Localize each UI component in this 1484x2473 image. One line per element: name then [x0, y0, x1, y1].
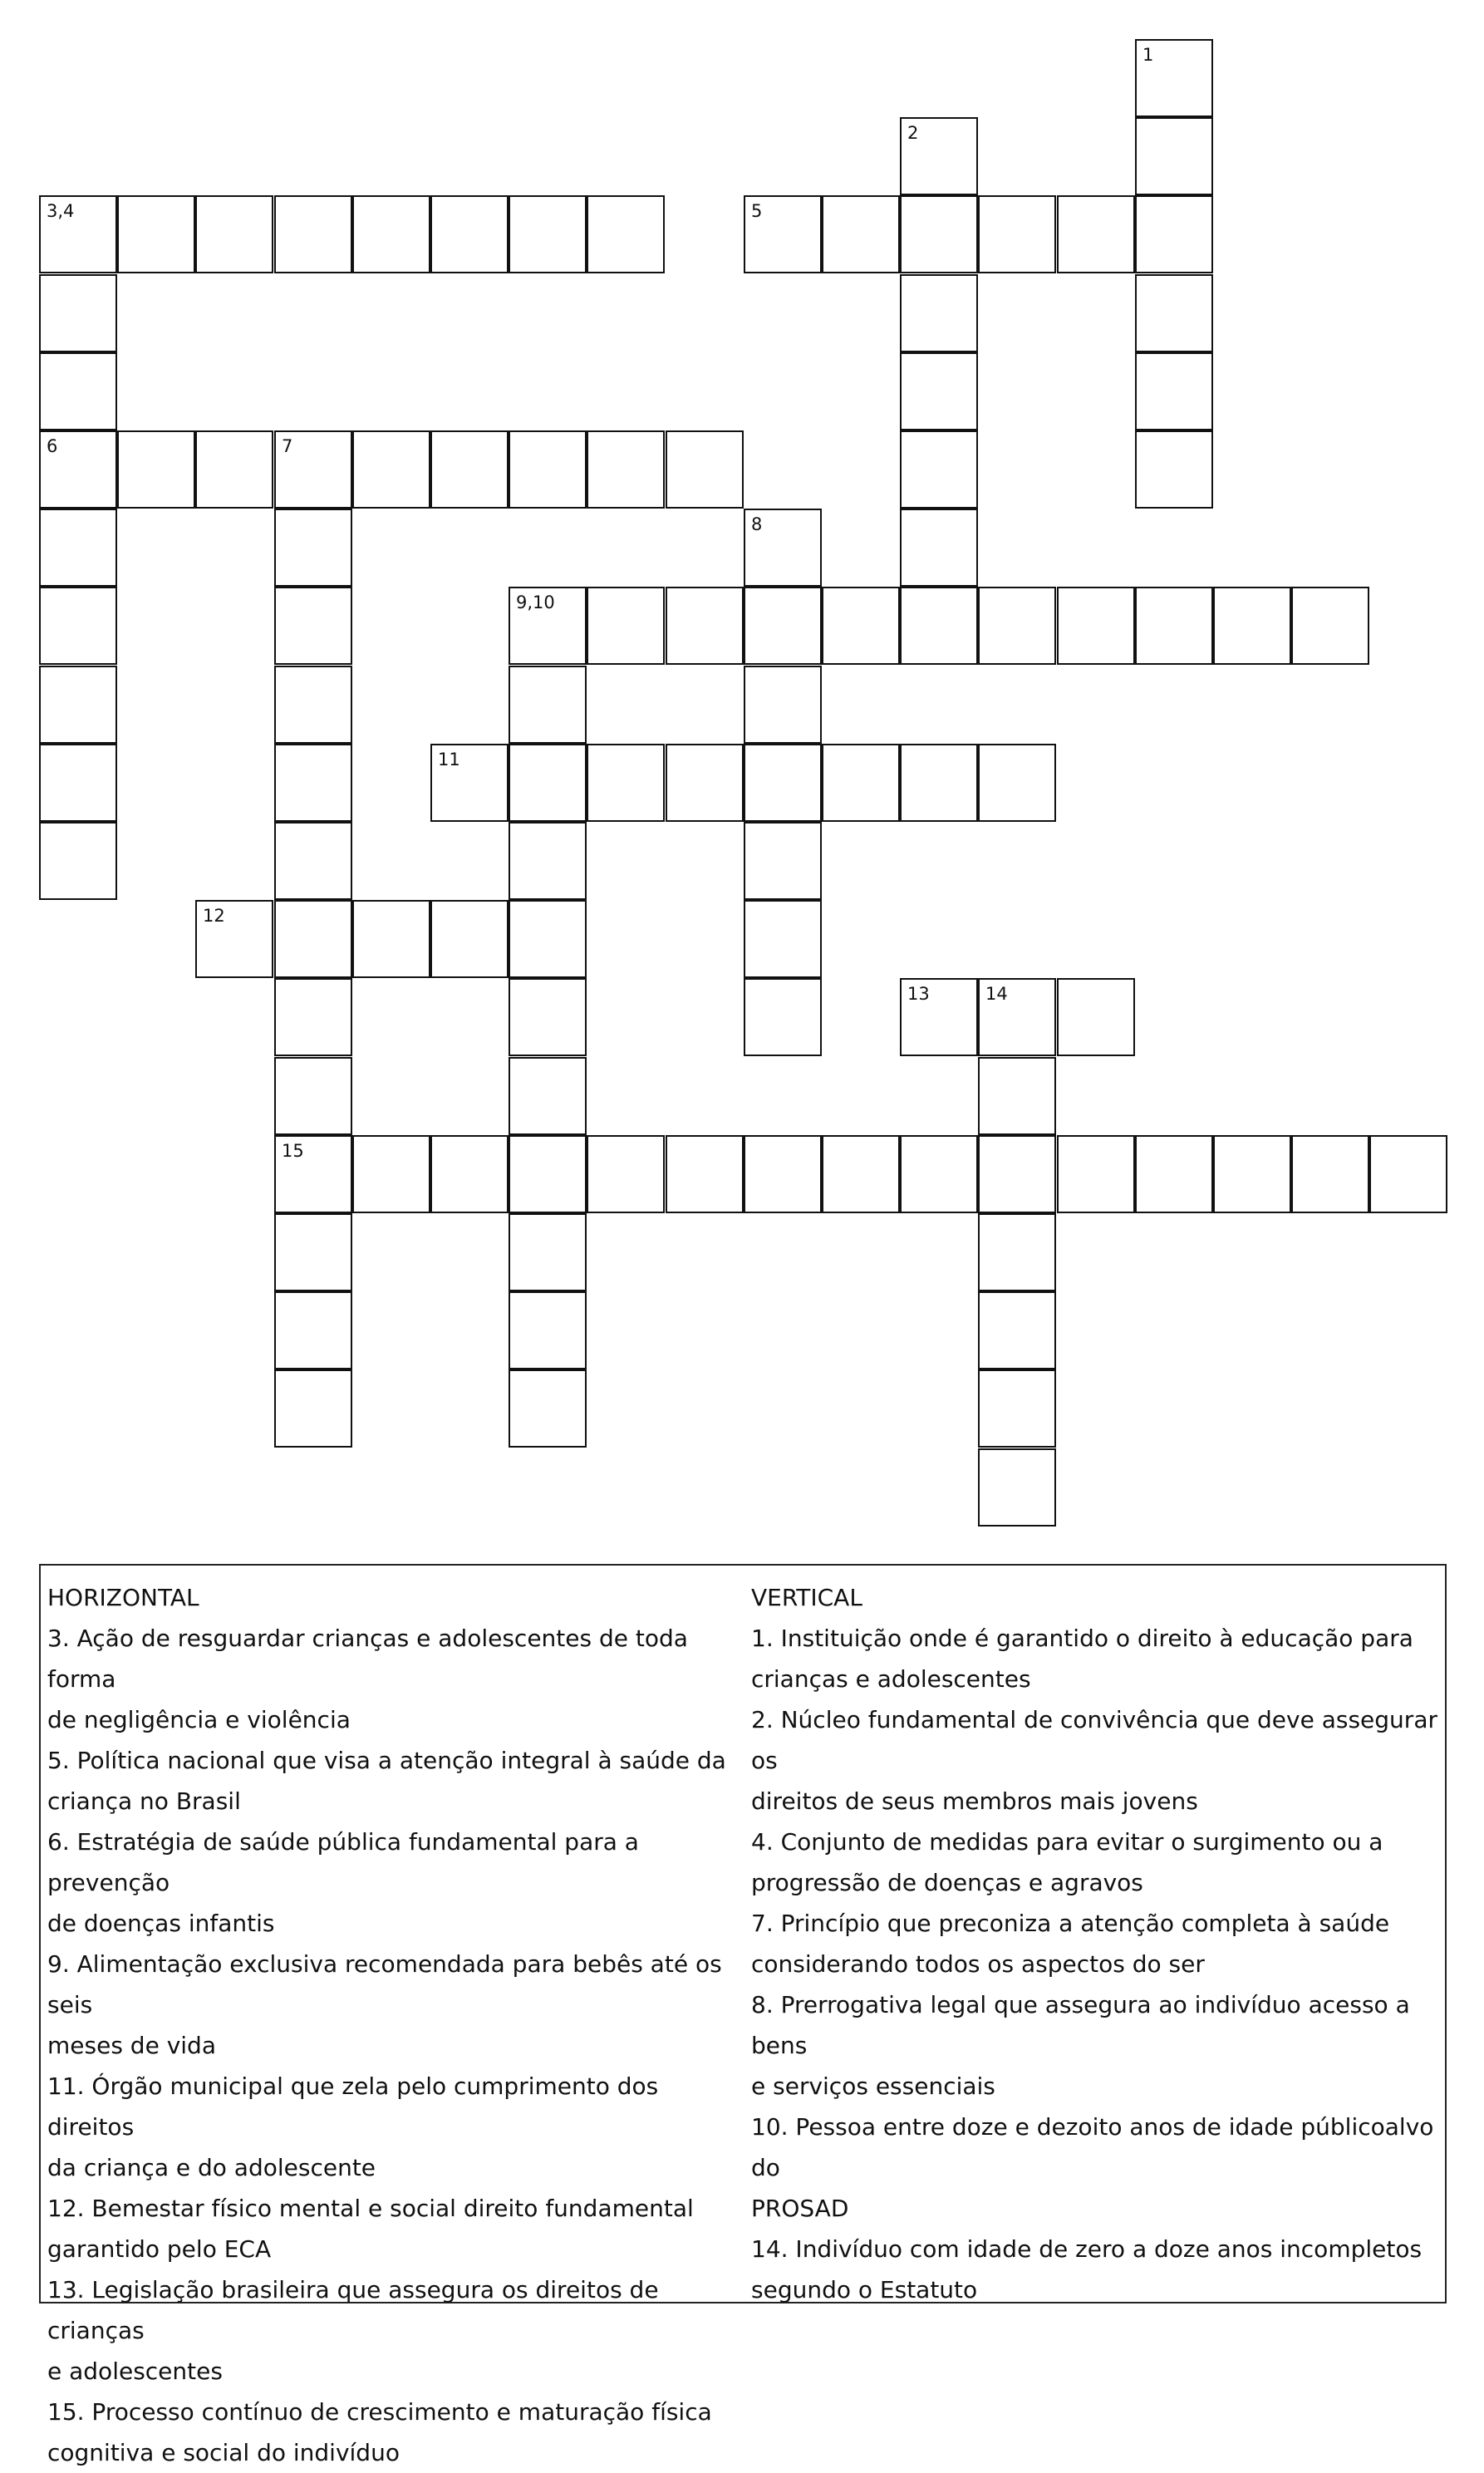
grid-cell[interactable] [509, 900, 587, 978]
clue-h15-line1: 15. Processo contínuo de crescimento e maturação física [47, 2398, 712, 2426]
grid-cell[interactable] [900, 430, 978, 509]
clue-number: 7 [282, 436, 293, 456]
grid-cell[interactable] [274, 900, 352, 978]
grid-cell[interactable] [509, 1291, 587, 1369]
clue-v4-line2: progressão de doenças e agravos [751, 1869, 1143, 1896]
grid-cell[interactable] [274, 195, 352, 273]
grid-cell[interactable] [509, 666, 587, 744]
clue-number: 11 [438, 750, 460, 769]
grid-cell[interactable] [587, 430, 665, 509]
grid-cell[interactable] [587, 587, 665, 665]
clue-v7-line1: 7. Princípio que preconiza a atenção completa à saúde [751, 1910, 1390, 1937]
grid-cell[interactable] [1135, 274, 1213, 352]
clue-h13-line1: 13. Legislação brasileira que assegura os direitos de crianças [47, 2276, 659, 2344]
grid-cell[interactable] [1213, 587, 1291, 665]
vertical-heading: VERTICAL [751, 1584, 862, 1611]
grid-cell[interactable] [744, 822, 822, 900]
clue-h11-line1: 11. Órgão municipal que zela pelo cumprimento dos direitos [47, 2072, 659, 2141]
grid-cell[interactable] [274, 1213, 352, 1291]
grid-cell[interactable] [1135, 352, 1213, 430]
grid-cell[interactable] [822, 744, 900, 822]
grid-cell[interactable] [822, 195, 900, 273]
grid-cell[interactable] [1135, 195, 1213, 273]
clue-v8-line2: e serviços essenciais [751, 2072, 995, 2100]
grid-cell[interactable] [978, 1448, 1056, 1527]
grid-cell[interactable] [822, 1135, 900, 1213]
grid-cell[interactable] [1135, 39, 1213, 117]
grid-cell[interactable] [666, 587, 744, 665]
grid-cell[interactable] [274, 430, 352, 509]
grid-cell[interactable] [900, 978, 978, 1056]
clue-v7-line2: considerando todos os aspectos do ser [751, 1950, 1205, 1978]
grid-cell[interactable] [587, 744, 665, 822]
clue-v1-line2: crianças e adolescentes [751, 1665, 1031, 1693]
grid-cell[interactable] [1057, 1135, 1135, 1213]
grid-cell[interactable] [744, 666, 822, 744]
grid-cell[interactable] [274, 1057, 352, 1135]
clue-v14-line1: 14. Indivíduo com idade de zero a doze anos incompletos [751, 2235, 1423, 2263]
grid-cell[interactable] [509, 1057, 587, 1135]
grid-cell[interactable] [666, 744, 744, 822]
grid-cell[interactable] [39, 274, 117, 352]
grid-cell[interactable] [978, 1057, 1056, 1135]
grid-cell[interactable] [978, 1291, 1056, 1369]
clue-v2-line2: direitos de seus membros mais jovens [751, 1787, 1198, 1815]
grid-cell[interactable] [39, 195, 117, 273]
grid-cell[interactable] [900, 274, 978, 352]
grid-cell[interactable] [1291, 587, 1369, 665]
grid-cell[interactable] [509, 1213, 587, 1291]
grid-cell[interactable] [509, 744, 587, 822]
grid-cell[interactable] [1135, 117, 1213, 195]
grid-cell[interactable] [744, 744, 822, 822]
grid-cell[interactable] [509, 978, 587, 1056]
clue-h3-line2: de negligência e violência [47, 1706, 351, 1733]
grid-cell[interactable] [430, 744, 509, 822]
grid-cell[interactable] [274, 822, 352, 900]
grid-cell[interactable] [430, 900, 509, 978]
clue-v14-line2: segundo o Estatuto [751, 2276, 978, 2303]
clue-h12-line2: garantido pelo ECA [47, 2235, 272, 2263]
grid-cell[interactable] [978, 1369, 1056, 1448]
grid-cell[interactable] [509, 430, 587, 509]
grid-cell[interactable] [1135, 587, 1213, 665]
clue-h13-line2: e adolescentes [47, 2357, 223, 2385]
grid-cell[interactable] [978, 1135, 1056, 1213]
clue-number: 15 [282, 1141, 304, 1161]
clue-h9-line2: meses de vida [47, 2032, 216, 2059]
grid-cell[interactable] [900, 352, 978, 430]
grid-cell[interactable] [195, 430, 273, 509]
clue-number: 12 [203, 906, 225, 926]
grid-cell[interactable] [978, 744, 1056, 822]
clue-v10-line1: 10. Pessoa entre doze e dezoito anos de idade públicoalvo do [751, 2113, 1434, 2181]
clue-h6-line1: 6. Estratégia de saúde pública fundamental para a prevenção [47, 1828, 639, 1896]
clue-h5-line2: criança no Brasil [47, 1787, 241, 1815]
clue-h5-line1: 5. Política nacional que visa a atenção integral à saúde da [47, 1747, 726, 1774]
grid-cell[interactable] [587, 195, 665, 273]
grid-cell[interactable] [1135, 430, 1213, 509]
grid-cell[interactable] [509, 587, 587, 665]
grid-cell[interactable] [978, 195, 1056, 273]
grid-cell[interactable] [744, 587, 822, 665]
grid-cell[interactable] [274, 1135, 352, 1213]
grid-cell[interactable] [195, 195, 273, 273]
grid-cell[interactable] [900, 117, 978, 195]
vertical-clues [751, 1577, 1441, 2310]
grid-cell[interactable] [430, 430, 509, 509]
clue-number: 14 [985, 984, 1008, 1004]
grid-cell[interactable] [39, 509, 117, 587]
grid-cell[interactable] [744, 1135, 822, 1213]
clue-v1-line1: 1. Instituição onde é garantido o direito à educação para [751, 1625, 1413, 1652]
grid-cell[interactable] [274, 587, 352, 665]
grid-cell[interactable] [430, 1135, 509, 1213]
grid-cell[interactable] [1213, 1135, 1291, 1213]
grid-cell[interactable] [1369, 1135, 1447, 1213]
grid-cell[interactable] [430, 195, 509, 273]
clue-v2-line1: 2. Núcleo fundamental de convivência que deve assegurar os [751, 1706, 1437, 1774]
grid-cell[interactable] [822, 587, 900, 665]
grid-cell[interactable] [39, 352, 117, 430]
clue-number: 3,4 [47, 201, 75, 221]
clue-v10-line2: PROSAD [751, 2195, 849, 2222]
grid-cell[interactable] [744, 978, 822, 1056]
clue-number: 9,10 [516, 592, 555, 612]
grid-cell[interactable] [39, 822, 117, 900]
horizontal-clues [47, 1577, 729, 2473]
grid-cell[interactable] [666, 430, 744, 509]
grid-cell[interactable] [900, 587, 978, 665]
grid-cell[interactable] [274, 978, 352, 1056]
clue-number: 6 [47, 436, 58, 456]
grid-cell[interactable] [744, 900, 822, 978]
grid-cell[interactable] [900, 744, 978, 822]
grid-cell[interactable] [274, 666, 352, 744]
clue-number: 5 [751, 201, 763, 221]
clue-number: 13 [907, 984, 930, 1004]
grid-cell[interactable] [39, 430, 117, 509]
clue-v4-line1: 4. Conjunto de medidas para evitar o surgimento ou a [751, 1828, 1383, 1856]
grid-cell[interactable] [274, 1291, 352, 1369]
clue-number: 2 [907, 123, 919, 143]
clue-h12-line1: 12. Bemestar físico mental e social direito fundamental [47, 2195, 694, 2222]
clue-h3-line1: 3. Ação de resguardar crianças e adolescentes de toda forma [47, 1625, 688, 1693]
grid-cell[interactable] [274, 509, 352, 587]
grid-cell[interactable] [744, 509, 822, 587]
grid-cell[interactable] [352, 430, 430, 509]
clue-h6-line2: de doenças infantis [47, 1910, 275, 1937]
grid-cell[interactable] [117, 195, 195, 273]
grid-cell[interactable] [352, 1135, 430, 1213]
grid-cell[interactable] [39, 744, 117, 822]
grid-cell[interactable] [509, 195, 587, 273]
grid-cell[interactable] [352, 195, 430, 273]
grid-cell[interactable] [195, 900, 273, 978]
grid-cell[interactable] [900, 509, 978, 587]
grid-cell[interactable] [666, 1135, 744, 1213]
grid-cell[interactable] [1057, 195, 1135, 273]
clue-number: 1 [1142, 45, 1154, 65]
grid-cell[interactable] [900, 1135, 978, 1213]
grid-cell[interactable] [1291, 1135, 1369, 1213]
grid-cell[interactable] [1057, 978, 1135, 1056]
clue-h9-line1: 9. Alimentação exclusiva recomendada para bebês até os seis [47, 1950, 722, 2018]
grid-cell[interactable] [274, 744, 352, 822]
clue-h11-line2: da criança e do adolescente [47, 2154, 376, 2181]
grid-cell[interactable] [978, 1213, 1056, 1291]
grid-cell[interactable] [978, 587, 1056, 665]
grid-cell[interactable] [587, 1135, 665, 1213]
clue-v8-line1: 8. Prerrogativa legal que assegura ao indivíduo acesso a bens [751, 1991, 1410, 2059]
grid-cell[interactable] [1057, 587, 1135, 665]
grid-cell[interactable] [117, 430, 195, 509]
clues-box [39, 1564, 1447, 2466]
clue-number: 8 [751, 514, 763, 534]
grid-cell[interactable] [1135, 1135, 1213, 1213]
grid-cell[interactable] [744, 195, 822, 273]
grid-cell[interactable] [274, 1369, 352, 1448]
grid-cell[interactable] [39, 587, 117, 665]
grid-cell[interactable] [509, 1369, 587, 1448]
grid-cell[interactable] [509, 1135, 587, 1213]
grid-cell[interactable] [509, 822, 587, 900]
grid-cell[interactable] [978, 978, 1056, 1056]
grid-cell[interactable] [352, 900, 430, 978]
grid-cell[interactable] [900, 195, 978, 273]
horizontal-heading: HORIZONTAL [47, 1584, 199, 1611]
clue-h15-line2: cognitiva e social do indivíduo [47, 2439, 400, 2466]
grid-cell[interactable] [39, 666, 117, 744]
